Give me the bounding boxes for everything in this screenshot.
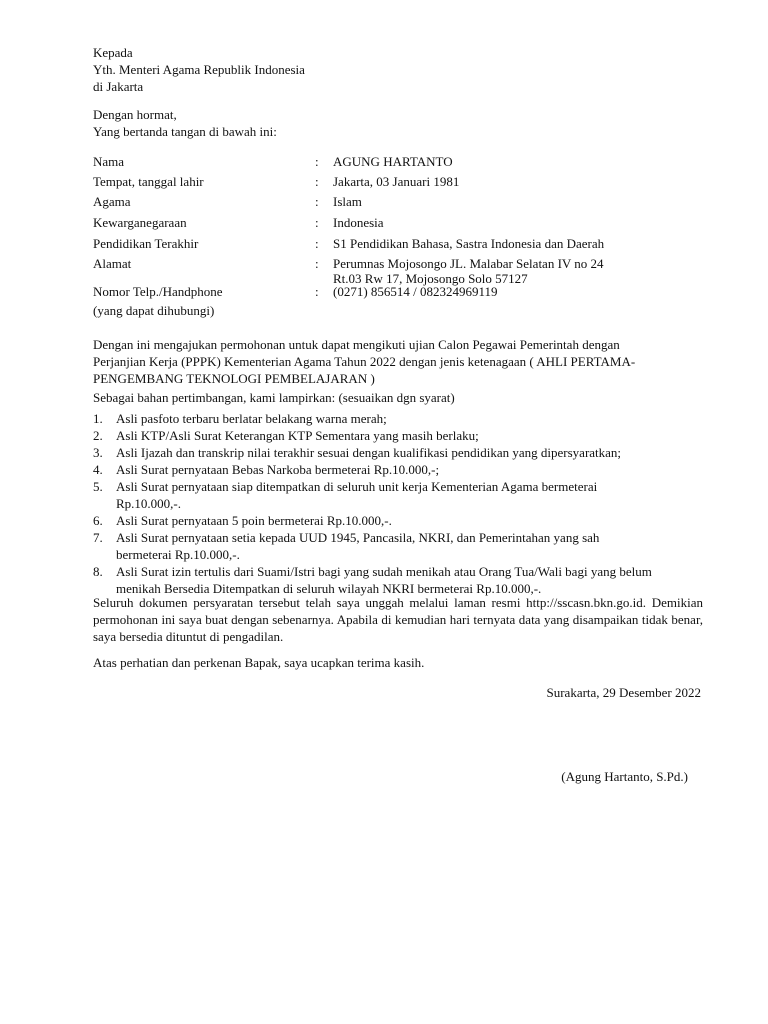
list-item [93,478,708,512]
identity-label: Nama [93,154,125,169]
address-line: Perumnas Mojosongo JL. Malabar Selatan IV no 24 [333,256,604,271]
recipient-block [93,44,305,95]
list-text: Asli Surat pernyataan 5 poin bermeterai Rp.10.000,-. [116,513,392,528]
identity-colon: : [315,236,319,251]
list-number: 7. [93,530,103,545]
list-text: Asli Surat pernyataan Bebas Narkoba bermeterai Rp.10.000,-; [116,462,440,477]
list-number: 8. [93,564,103,579]
list-text-continued: menikah Bersedia Ditempatkan di seluruh wilayah NKRI bermeterai Rp.10.000,-. [116,581,542,596]
attachments-intro: Sebagai bahan pertimbangan, kami lampirkan: (sesuaikan dgn syarat) [93,390,455,405]
salutation: Dengan hormat, [93,107,177,122]
list-item [93,410,708,427]
identity-label: Alamat [93,256,132,271]
address-line: Rt.03 Rw 17, Mojosongo Solo 57127 [333,271,528,286]
list-number: 2. [93,428,103,443]
phone-note: (yang dapat dihubungi) [93,303,215,318]
statement-paragraph: Seluruh dokumen persyaratan tersebut telah saya unggah melalui laman resmi http://sscasn.bkn.go.id. Demikian permohonan ini saya buat dengan sebenarnya. Apabila di kemudian hari ternyata data yang disampaikan tidak benar, saya bersedia dituntut di pengadilan. [93,595,703,644]
identity-value: S1 Pendidikan Bahasa, Sastra Indonesia dan Daerah [333,236,605,251]
list-text: Asli Surat pernyataan setia kepada UUD 1945, Pancasila, NKRI, dan Pemerintahan yang sah [116,530,600,545]
list-number: 3. [93,445,103,460]
identity-colon: : [315,174,319,189]
identity-colon: : [315,284,319,299]
list-text: Asli Surat izin tertulis dari Suami/Istri bagi yang sudah menikah atau Orang Tua/Wali bagi yang belum [116,564,652,579]
identity-colon: : [315,256,319,271]
list-item [93,529,708,563]
list-text-continued: Rp.10.000,-. [116,496,181,511]
identity-value: Islam [333,194,362,209]
identity-label: Pendidikan Terakhir [93,236,199,251]
list-number: 4. [93,462,103,477]
list-text: Asli Surat pernyataan siap ditempatkan di seluruh unit kerja Kementerian Agama bermeterai [116,479,598,494]
application-line: PENGEMBANG TEKNOLOGI PEMBELAJARAN ) [93,371,375,386]
list-number: 1. [93,411,103,426]
list-number: 5. [93,479,103,494]
place-date: Surakarta, 29 Desember 2022 [546,685,701,700]
identity-colon: : [315,154,319,169]
list-item [93,444,708,461]
list-item [93,461,708,478]
intro-text: Yang bertanda tangan di bawah ini: [93,124,277,139]
identity-value: Indonesia [333,215,384,230]
list-text: Asli KTP/Asli Surat Keterangan KTP Sementara yang masih berlaku; [116,428,479,443]
greeting-block [93,106,277,140]
identity-label: Kewarganegaraan [93,215,187,230]
identity-label: Tempat, tanggal lahir [93,174,204,189]
recipient-line: Yth. Menteri Agama Republik Indonesia [93,62,305,77]
list-text-continued: bermeterai Rp.10.000,-. [116,547,240,562]
application-line: Dengan ini mengajukan permohonan untuk dapat mengikuti ujian Calon Pegawai Pemerintah dengan [93,337,620,352]
identity-label: Agama [93,194,131,209]
list-number: 6. [93,513,103,528]
signature-name: (Agung Hartanto, S.Pd.) [561,769,688,784]
recipient-line: di Jakarta [93,79,144,94]
attachments-list [93,410,708,597]
identity-colon: : [315,215,319,230]
identity-label: Nomor Telp./Handphone [93,284,223,299]
list-item [93,427,708,444]
identity-value: (0271) 856514 / 082324969119 [333,284,498,299]
application-line: Perjanjian Kerja (PPPK) Kementerian Agama Tahun 2022 dengan jenis ketenagaan ( AHLI PERTAMA- [93,354,636,369]
recipient-line: Kepada [93,45,133,60]
identity-colon: : [315,194,319,209]
list-item [93,512,708,529]
list-item [93,563,708,597]
closing-text: Atas perhatian dan perkenan Bapak, saya ucapkan terima kasih. [93,655,425,670]
identity-value: AGUNG HARTANTO [333,154,453,169]
application-paragraph [93,336,703,387]
list-text: Asli Ijazah dan transkrip nilai terakhir sesuai dengan kualifikasi pendidikan yang dipersyaratkan; [116,445,622,460]
list-text: Asli pasfoto terbaru berlatar belakang warna merah; [116,411,387,426]
identity-value: Jakarta, 03 Januari 1981 [333,174,460,189]
